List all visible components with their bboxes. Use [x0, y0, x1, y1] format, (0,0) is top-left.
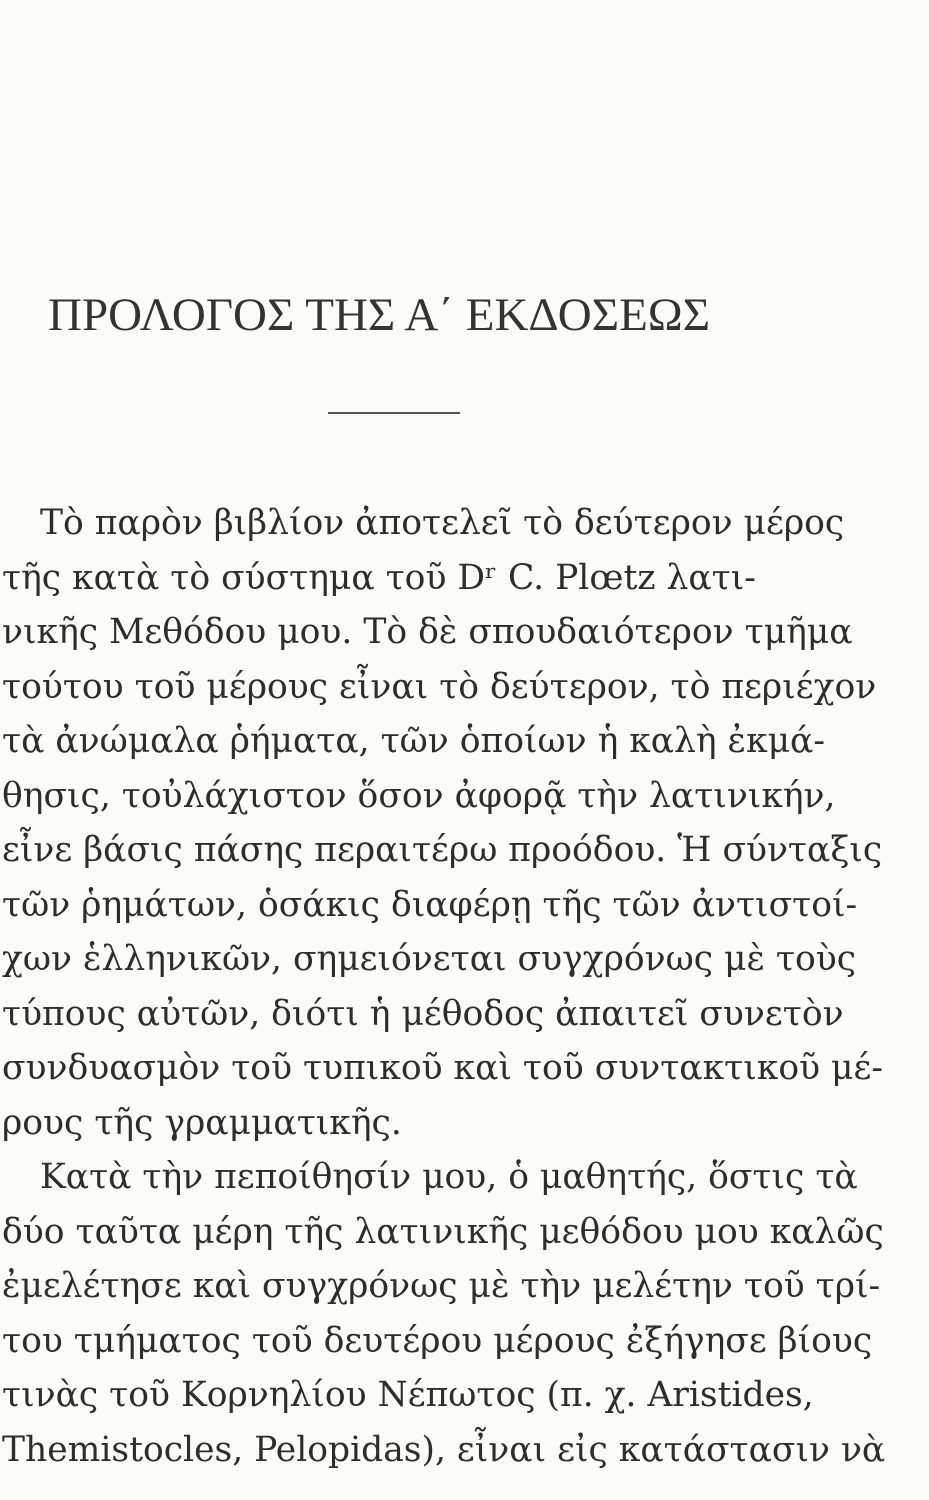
text-line-16: του τμήματος τοῦ δευτέρου μέρους ἐξήγησε βίους — [2, 1321, 873, 1361]
text-line-15: ἐμελέτησε καὶ συγχρόνως μὲ τὴν μελέτην τοῦ τρί- — [2, 1266, 881, 1306]
text-line-10: τύπους αὐτῶν, διότι ἡ μέθοδος ἀπαιτεῖ συνετὸν — [2, 994, 844, 1034]
text-line-17: τινὰς τοῦ Κορνηλίου Νέπωτος (π. χ. Aristides, — [2, 1375, 814, 1415]
text-line-18: Themistocles, Pelopidas), εἶναι εἰς κατάστασιν νὰ — [2, 1430, 886, 1470]
text-line-6: θησις, τοὐλάχιστον ὅσον ἀφορᾷ τὴν λατινικήν, — [2, 776, 836, 816]
text-line-2: τῆς κατὰ τὸ σύστημα τοῦ Dʳ C. Plœtz λατι- — [2, 558, 756, 598]
text-line-9: χων ἑλληνικῶν, σημειόνεται συγχρόνως μὲ τοὺς — [2, 939, 857, 979]
text-line-13: Κατὰ τὴν πεποίθησίν μου, ὁ μαθητής, ὅστις τὰ — [40, 1157, 858, 1197]
heading-divider — [328, 412, 460, 414]
preface-heading: ΠΡΟΛΟΓΟΣ ΤΗΣ Α΄ ΕΚΔΟΣΕΩΣ — [48, 289, 711, 341]
text-line-3: νικῆς Μεθόδου μου. Τὸ δὲ σπουδαιότερον τμῆμα — [2, 612, 853, 652]
text-line-4: τούτου τοῦ μέρους εἶναι τὸ δεύτερον, τὸ περιέχον — [2, 667, 877, 707]
text-line-1: Τὸ παρὸν βιβλίον ἀποτελεῖ τὸ δεύτερον μέρος — [40, 503, 845, 543]
text-line-8: τῶν ῥημάτων, ὁσάκις διαφέρῃ τῆς τῶν ἀντιστοί- — [2, 885, 858, 925]
text-line-7: εἶνε βάσις πάσης περαιτέρω προόδου. Ἡ σύνταξις — [2, 830, 883, 870]
text-line-5: τὰ ἀνώμαλα ῥήματα, τῶν ὁποίων ἡ καλὴ ἐκμά- — [2, 721, 826, 761]
text-line-14: δύο ταῦτα μέρη τῆς λατινικῆς μεθόδου μου καλῶς — [2, 1212, 884, 1252]
text-line-11: συνδυασμὸν τοῦ τυπικοῦ καὶ τοῦ συντακτικοῦ μέ- — [2, 1048, 883, 1088]
text-line-12: ρους τῆς γραμματικῆς. — [2, 1103, 402, 1143]
